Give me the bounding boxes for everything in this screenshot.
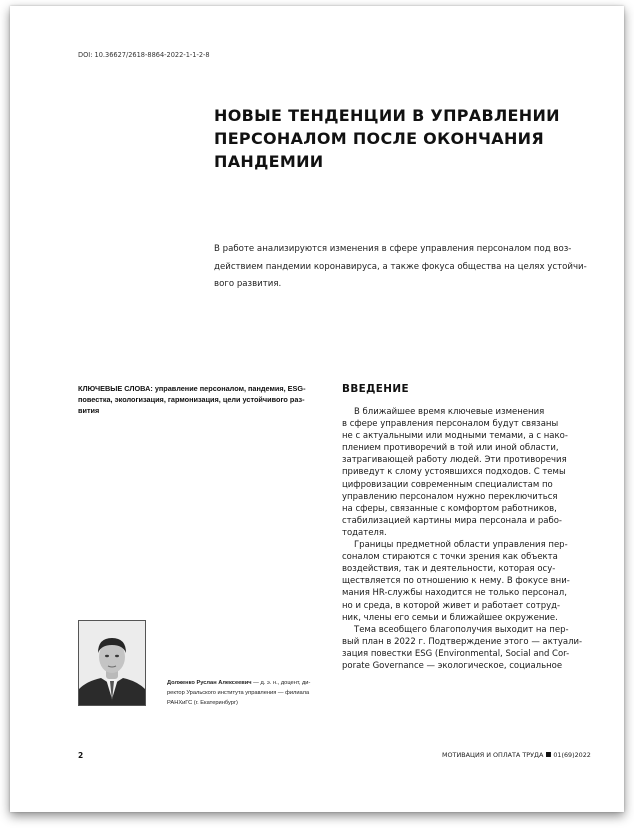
- body-line: соналом стираются с точки зрения как объекта: [342, 552, 558, 563]
- keywords: [78, 383, 328, 416]
- author-line: РАНХиГС (г. Екатеринбург): [167, 700, 238, 706]
- body-line: воздействия, так и деятельности, которая осу-: [342, 564, 556, 575]
- author-line: [167, 678, 327, 688]
- body-line: зация повестки ESG (Environmental, Social and Cor-: [342, 648, 570, 659]
- abstract-line: В работе анализируются изменения в сфере управления персоналом под воз-: [214, 244, 572, 254]
- author-portrait-icon: [79, 621, 145, 705]
- keywords-line: вития: [78, 406, 100, 415]
- author-name: Долженко Руслан Алексеевич: [167, 680, 252, 686]
- body-line: мания HR-службы находится не только персонал,: [342, 588, 567, 599]
- body-line: приведут к слому устоявшихся подходов. С темы: [342, 467, 566, 478]
- body-line: на сферы, связанные с комфортом работников,: [342, 503, 557, 514]
- abstract-line: действием пандемии коронавируса, а также фокуса общества на целях устойчи-: [214, 261, 587, 272]
- running-footer: [442, 751, 591, 759]
- body-line: цифровизации современным специалистам по: [342, 479, 553, 490]
- issue-number: 01(69)2022: [553, 751, 591, 759]
- author-photo: [78, 620, 146, 706]
- doi: DOI: 10.36627/2618-8864-2022-1-1-2-8: [78, 51, 210, 59]
- abstract: [214, 241, 586, 294]
- author-degree: — д. э. н., доцент, ди-: [251, 680, 311, 686]
- body-line: плением противоречий в той или иной области,: [342, 443, 559, 454]
- body-line: не с актуальными или модными темами, а с нако-: [342, 431, 568, 442]
- section-heading: ВВЕДЕНИЕ: [342, 383, 409, 395]
- title-line: НОВЫЕ ТЕНДЕНЦИИ В УПРАВЛЕНИИ: [214, 106, 560, 125]
- square-bullet-icon: [546, 752, 551, 757]
- body-line: тодателя.: [342, 527, 387, 538]
- body-line: вый план в 2022 г. Подтверждение этого — актуали-: [342, 636, 583, 647]
- paper-page: [10, 6, 624, 812]
- body-line: Тема всеобщего благополучия выходит на пер-: [354, 624, 569, 635]
- body-line: управлению персоналом нужно переключиться: [342, 491, 558, 502]
- body-line: в сфере управления персоналом будут связаны: [342, 419, 559, 430]
- title-line: ПЕРСОНАЛОМ ПОСЛЕ ОКОНЧАНИЯ: [214, 129, 544, 148]
- page-number: 2: [78, 751, 84, 760]
- title-line: ПАНДЕМИИ: [214, 152, 324, 171]
- body-line: ществляется по отношению к нему. В фокусе вни-: [342, 576, 570, 587]
- body-line: Границы предметной области управления пер-: [354, 540, 568, 551]
- journal-name: МОТИВАЦИЯ И ОПЛАТА ТРУДА: [442, 751, 544, 759]
- body-line: ник, члены его семьи и ближайшее окружение.: [342, 612, 558, 623]
- abstract-line: вого развития.: [214, 279, 282, 289]
- keywords-line: КЛЮЧЕВЫЕ СЛОВА: управление персоналом, пандемия, ESG-: [78, 384, 306, 393]
- keywords-line: повестка, экологизация, гармонизация, цели устойчивого раз-: [78, 395, 305, 404]
- body-line: стабилизацией картины мира персонала и рабо-: [342, 515, 562, 526]
- body-text: [342, 406, 602, 672]
- body-line: porate Governance — экологическое, социальное: [342, 660, 563, 671]
- body-line: но и среда, в которой живет и работает сотруд-: [342, 600, 561, 611]
- body-line: В ближайшее время ключевые изменения: [354, 407, 545, 417]
- body-line: затрагивающей работу людей. Эти противоречия: [342, 455, 567, 466]
- author-line: ректор Уральского института управления — филиала: [167, 690, 310, 696]
- article-title: [214, 104, 574, 173]
- author-info: [167, 678, 327, 708]
